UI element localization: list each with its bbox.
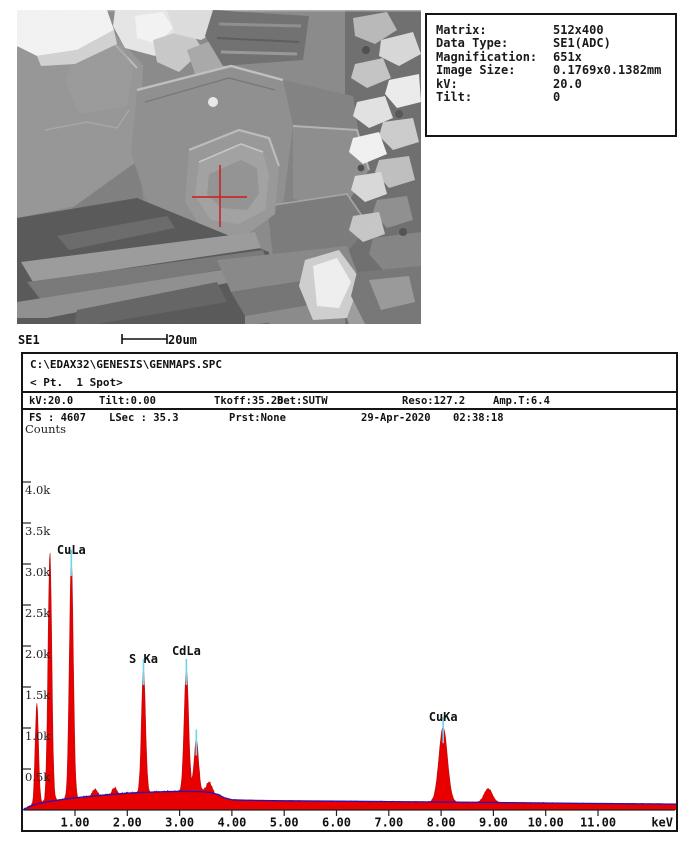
info-label: Magnification: (436, 49, 538, 64)
param-takeoff: Tkoff:35.28 (214, 395, 284, 407)
x-tick-label: 5.00 (269, 815, 299, 830)
param-tilt: Tilt:0.00 (99, 395, 156, 407)
info-value: 512x400 (553, 23, 604, 37)
x-axis-unit-label: keV (651, 815, 673, 830)
eds-spectrum-chart[interactable] (23, 421, 676, 830)
sem-grain-overlay (17, 10, 421, 324)
peak-label-cdla: CdLa (171, 643, 201, 658)
y-axis-title: Counts (25, 422, 67, 436)
param-lsec: LSec : 35.3 (109, 412, 179, 424)
y-tick-label: 3.0k (25, 565, 51, 579)
param-amp-time: Amp.T:6.4 (493, 395, 550, 407)
peak-label-cuka: CuKa (428, 710, 458, 725)
x-tick-label: 4.00 (217, 815, 247, 830)
acquisition-time: 02:38:18 (453, 412, 504, 424)
acquisition-date: 29-Apr-2020 (361, 412, 431, 424)
spectrum-panel (21, 352, 678, 832)
detector-label: SE1 (18, 333, 40, 347)
x-tick-label: 9.00 (478, 815, 508, 830)
info-value: 651x (553, 49, 582, 64)
info-row-kv (436, 78, 675, 91)
info-label: Data Type: (436, 36, 509, 51)
acquisition-params-row (23, 391, 676, 408)
info-value: 20.0 (553, 76, 582, 91)
x-tick-label: 10.00 (527, 815, 564, 830)
info-label: Tilt: (436, 90, 473, 105)
image-info-rows (427, 15, 675, 104)
info-value: 0 (553, 90, 561, 105)
sem-image-panel (17, 10, 421, 350)
param-kv: kV:20.0 (29, 395, 74, 407)
param-detector: Det:SUTW (277, 395, 328, 407)
info-row-tilt (436, 91, 675, 104)
info-label: Image Size: (436, 63, 516, 78)
x-tick-label: 7.00 (374, 815, 404, 830)
sem-image[interactable] (17, 10, 421, 324)
y-tick-label: 3.5k (25, 524, 51, 538)
y-tick-label: 0.5k (25, 770, 51, 784)
param-preset: Prst:None (229, 412, 286, 424)
info-row-magnification (436, 51, 675, 64)
y-tick-label: 1.5k (25, 688, 51, 702)
peak-label-ska: S Ka (129, 651, 158, 666)
info-value: 0.1769x0.1382mm (553, 63, 662, 78)
info-label: Matrix: (436, 23, 487, 37)
scale-bar-label: 20um (168, 333, 197, 347)
spectrum-file-path: C:\EDAX32\GENESIS\GENMAPS.SPC (30, 358, 223, 371)
sem-caption-bar (17, 328, 421, 350)
peak-line-markers (71, 550, 443, 756)
x-tick-label: 3.00 (165, 815, 195, 830)
x-tick-label: 1.00 (60, 815, 90, 830)
y-tick-label: 2.5k (25, 606, 51, 620)
x-tick-label: 6.00 (322, 815, 351, 830)
x-tick-label: 11.00 (579, 815, 617, 830)
y-tick-label: 4.0k (25, 483, 51, 497)
info-row-matrix (436, 24, 675, 37)
scale-bar (121, 331, 169, 345)
param-fs: FS : 4607 (29, 412, 86, 424)
spectrum-trace (24, 553, 676, 810)
peak-labels (57, 543, 458, 724)
spectrum-point-label: < Pt. 1 Spot> (30, 376, 123, 389)
y-tick-label: 1.0k (25, 729, 51, 743)
info-label: kV: (436, 76, 458, 91)
info-value: SE1(ADC) (553, 36, 611, 51)
peak-label-cula: CuLa (56, 542, 86, 557)
x-tick-label: 8.00 (426, 815, 456, 830)
y-tick-label: 2.0k (25, 647, 51, 661)
param-resolution: Reso:127.2 (402, 395, 466, 407)
info-row-data-type (436, 37, 675, 50)
info-row-image-size (436, 64, 675, 77)
image-info-panel (425, 13, 677, 137)
chart-axes (23, 422, 675, 830)
x-tick-label: 2.00 (112, 815, 142, 830)
